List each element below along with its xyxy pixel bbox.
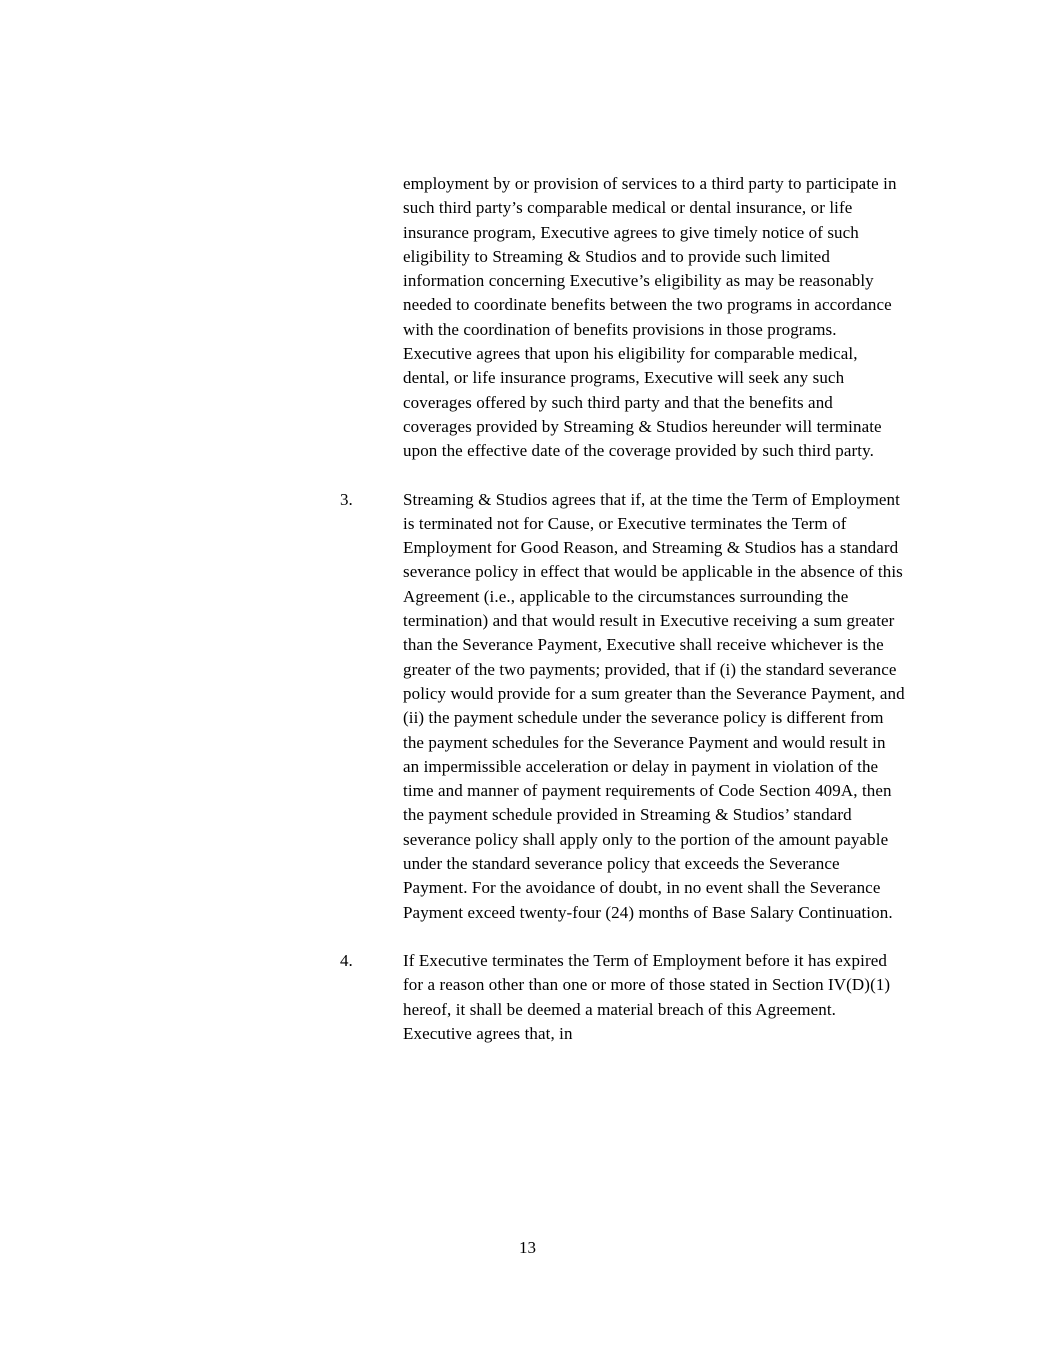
- paragraph-number: 4.: [340, 950, 353, 970]
- paragraph: [340, 949, 906, 1046]
- paragraph-text: Streaming & Studios agrees that if, at the time the Term of Employment is terminated not for Cause, or Executive terminates the Term of Employment for Good Reason, and Streaming & Studios has a standard severance policy in effect that would be applicable in the absence of this Agreement (i.e., applicable to the circumstances surrounding the termination) and that would result in Executive receiving a sum greater than the Severance Payment, Executive shall receive whichever is the greater of the two payments; provided, that if (i) the standard severance policy would provide for a sum greater than the Severance Payment, and (ii) the payment schedule under the severance policy is different from the payment schedules for the Severance Payment and would result in an impermissible acceleration or delay in payment in violation of the time and manner of payment requirements of Code Section 409A, then the payment schedule provided in Streaming & Studios’ standard severance policy shall apply only to the portion of the amount payable under the standard severance policy that exceeds the Severance Payment. For the avoidance of doubt, in no event shall the Severance Payment exceed twenty-four (24) months of Base Salary Continuation.: [403, 489, 905, 922]
- paragraph-number: 3.: [340, 489, 353, 509]
- paragraph-text: employment by or provision of services to a third party to participate in such third party’s comparable medical or dental insurance, or life insurance program, Executive agrees to give timely notice of such eligibility to Streaming & Studios and to provide such limited information concerning Executive’s eligibility as may be reasonably needed to coordinate benefits between the two programs in accordance with the coordination of benefits provisions in those programs. Executive agrees that upon his eligibility for comparable medical, dental, or life insurance programs, Executive will seek any such coverages offered by such third party and that the benefits and coverages provided by Streaming & Studios hereunder will terminate upon the effective date of the coverage provided by such third party.: [403, 174, 897, 461]
- paragraph-text: If Executive terminates the Term of Employment before it has expired for a reason other than one or more of those stated in Section IV(D)(1) hereof, it shall be deemed a material breach of this Agreement. Executive agrees that, in: [403, 950, 891, 1043]
- document-body: [340, 172, 906, 1070]
- paragraph: [340, 172, 906, 464]
- page-number: 13: [519, 1238, 536, 1257]
- paragraph: [340, 488, 906, 925]
